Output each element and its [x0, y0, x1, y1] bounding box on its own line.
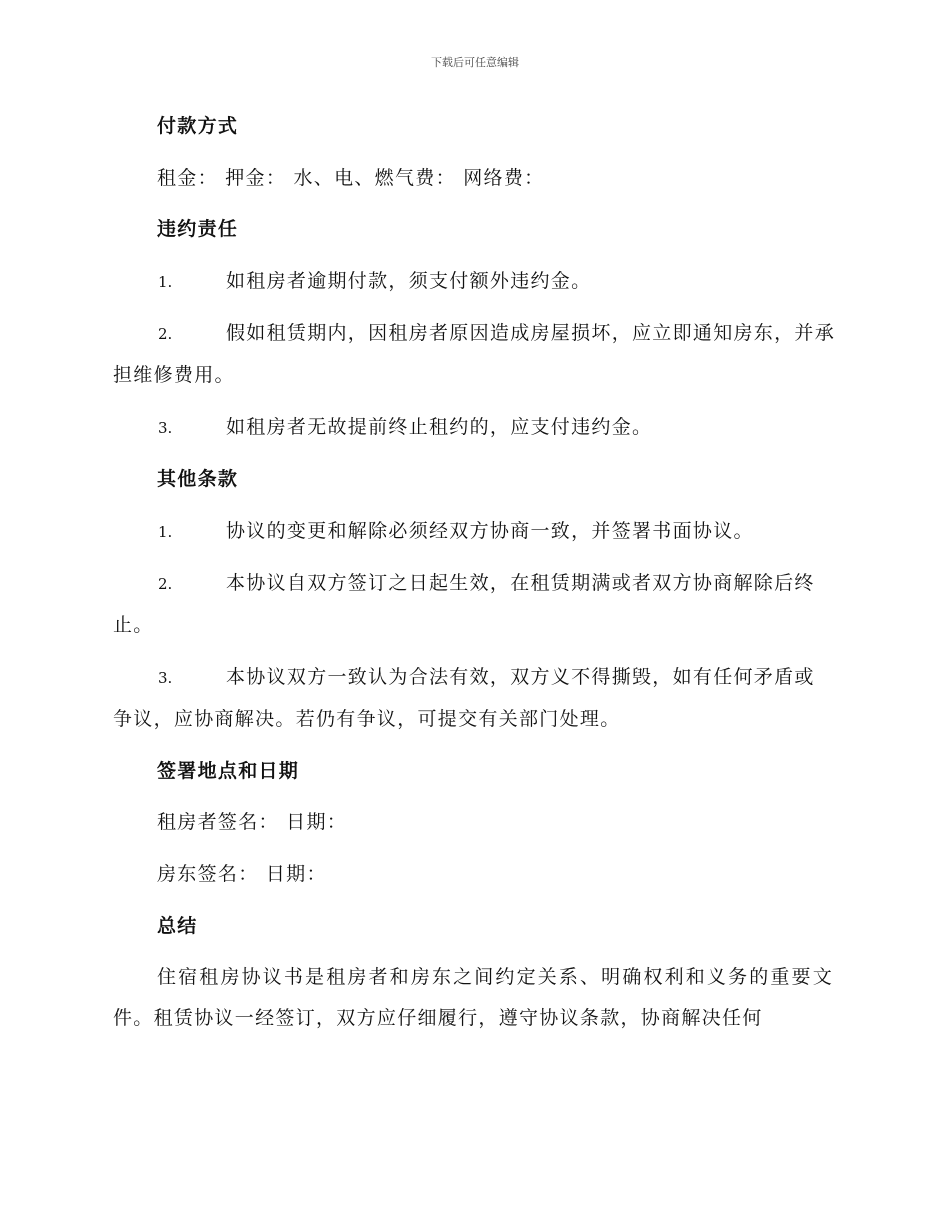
- summary-paragraph: 住宿租房协议书是租房者和房东之间约定关系、明确权利和义务的重要文件。租赁协议一经签订，双方应仔细履行，遵守协议条款，协商解决任何: [113, 966, 833, 1029]
- item-number: 2.: [158, 325, 173, 343]
- item-text: 协议的变更和解除必须经双方协商一致，并签署书面协议。: [226, 520, 754, 542]
- item-text: 如租房者无故提前终止租约的，应支付违约金。: [226, 416, 653, 438]
- other-item-3: [113, 657, 833, 740]
- landlord-signature-line: 房东签名： 日期：: [157, 863, 327, 885]
- item-text: 本协议自双方签订之日起生效，在租赁期满或者双方协商解除后终止。: [113, 572, 815, 636]
- liability-item-2: [113, 313, 835, 396]
- item-number: 1.: [158, 273, 173, 291]
- item-number: 3.: [158, 669, 173, 687]
- payment-line: 租金： 押金： 水、电、燃气费： 网络费：: [157, 167, 545, 189]
- item-text: 本协议双方一致认为合法有效，双方义不得撕毁，如有任何矛盾或争议，应协商解决。若仍有争议，可提交有关部门处理。: [113, 666, 815, 730]
- page-header: 下载后可任意编辑: [431, 56, 519, 69]
- item-number: 1.: [158, 523, 173, 541]
- heading-other: 其他条款: [157, 468, 239, 490]
- item-text: 假如租赁期内，因租房者原因造成房屋损坏，应立即通知房东，并承担维修费用。: [113, 322, 836, 386]
- liability-item-1: [113, 261, 833, 303]
- heading-payment: 付款方式: [157, 115, 239, 137]
- item-text: 如租房者逾期付款，须支付额外违约金。: [226, 270, 592, 292]
- heading-liability: 违约责任: [157, 218, 239, 240]
- other-item-2: [113, 563, 833, 646]
- item-number: 3.: [158, 419, 173, 437]
- other-item-1: [113, 511, 833, 553]
- liability-item-3: [113, 407, 833, 449]
- tenant-signature-line: 租房者签名： 日期：: [157, 811, 348, 833]
- item-number: 2.: [158, 575, 173, 593]
- heading-summary: 总结: [157, 915, 198, 937]
- heading-signing: 签署地点和日期: [157, 760, 300, 782]
